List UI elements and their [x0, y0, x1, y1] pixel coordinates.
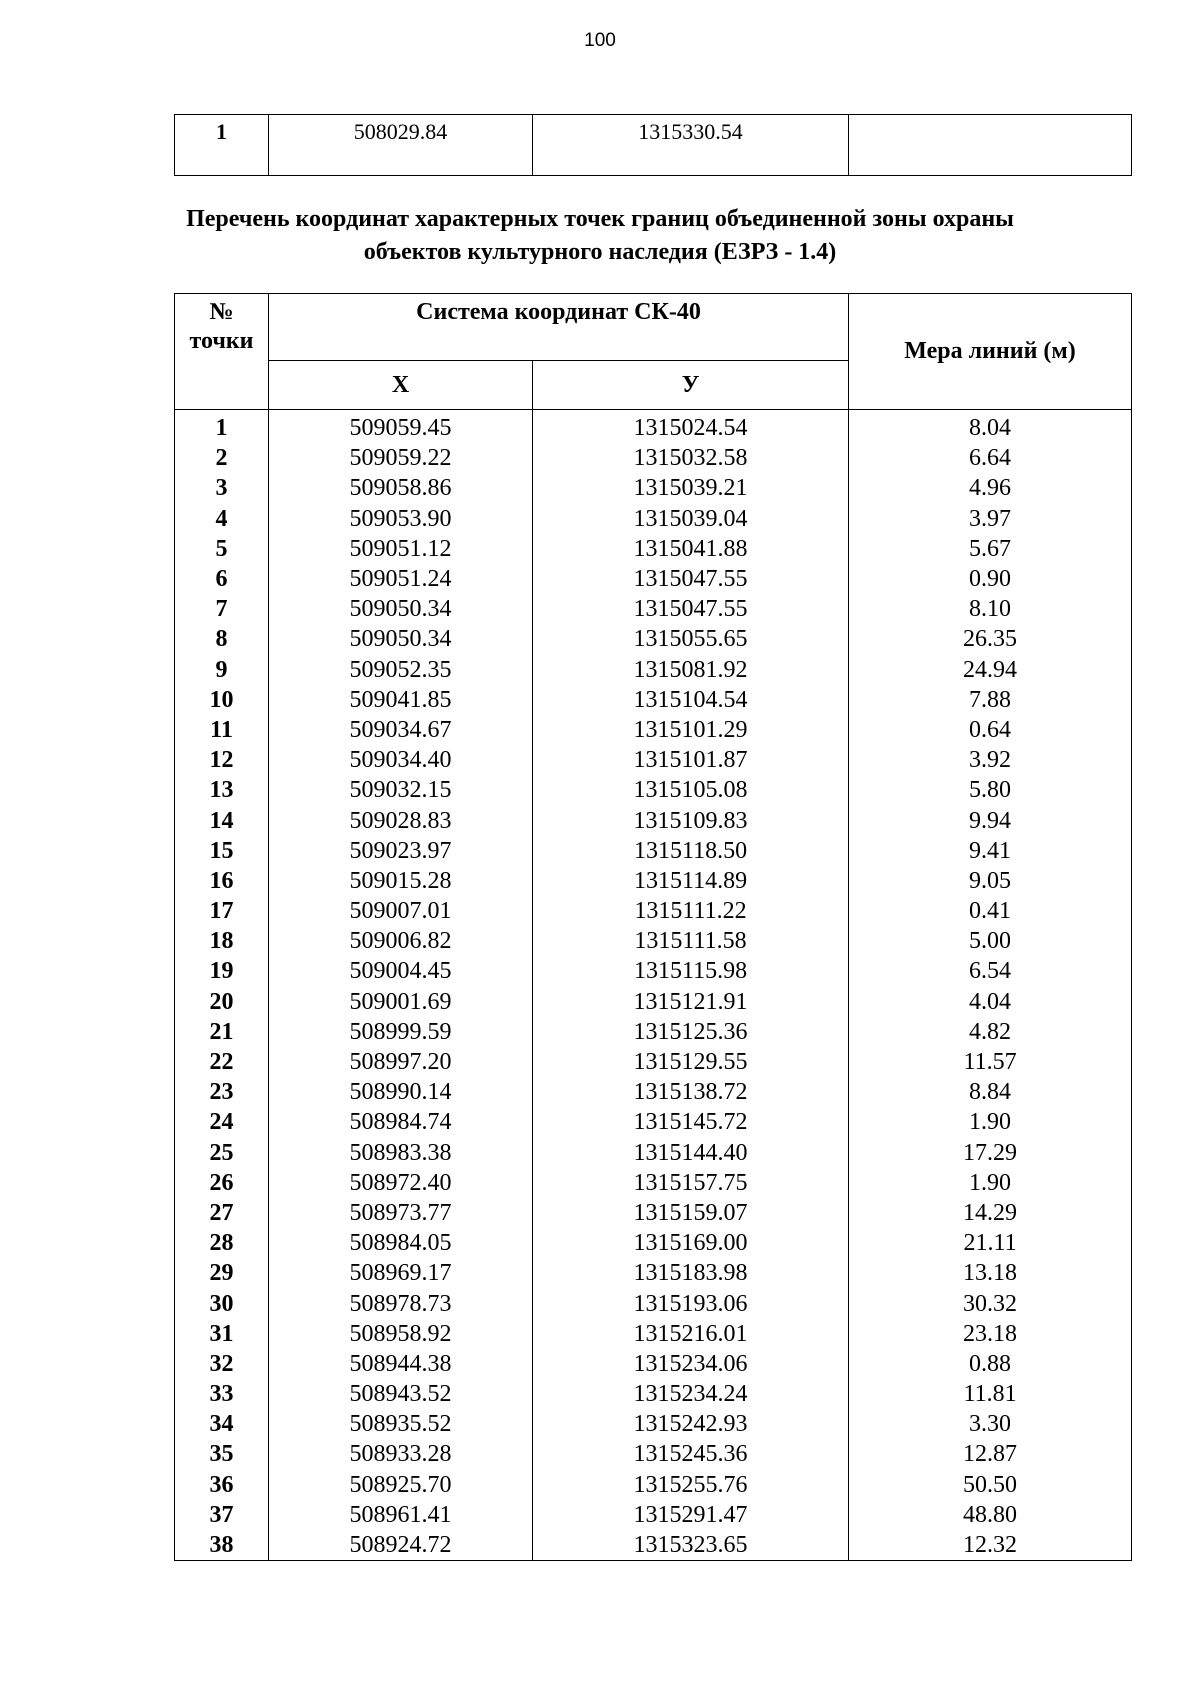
x-coordinate-cell: 508983.38: [269, 1138, 533, 1168]
line-measure-cell: [849, 115, 1132, 176]
y-coordinate-cell: 1315024.54: [533, 410, 849, 444]
table-row: [175, 896, 1132, 926]
line-measure-cell: 4.04: [849, 987, 1132, 1017]
x-coordinate-cell: 508984.05: [269, 1228, 533, 1258]
point-number-cell: 33: [175, 1379, 269, 1409]
line-measure-cell: 0.90: [849, 564, 1132, 594]
continuation-table: [174, 114, 1132, 176]
y-coordinate-cell: 1315101.29: [533, 715, 849, 745]
point-number-cell: 27: [175, 1198, 269, 1228]
point-number-cell: 38: [175, 1530, 269, 1561]
table-row: [175, 1439, 1132, 1469]
point-number-header-line-1: №: [209, 299, 234, 325]
header-row: [175, 294, 1132, 361]
y-coordinate-cell: 1315323.65: [533, 1530, 849, 1561]
line-measure-cell: 26.35: [849, 624, 1132, 654]
x-coordinate-cell: 509034.67: [269, 715, 533, 745]
point-number-cell: 6: [175, 564, 269, 594]
table-row: [175, 715, 1132, 745]
x-coordinate-cell: 508935.52: [269, 1409, 533, 1439]
point-number-header-line-2: точки: [189, 328, 254, 354]
point-number-cell: 1: [175, 410, 269, 444]
line-measure-cell: 6.54: [849, 956, 1132, 986]
x-coordinate-cell: 509023.97: [269, 836, 533, 866]
x-coordinate-cell: 509050.34: [269, 594, 533, 624]
table-row: [175, 564, 1132, 594]
table-row: [175, 805, 1132, 835]
x-coordinate-cell: 508973.77: [269, 1198, 533, 1228]
y-coordinate-cell: 1315234.24: [533, 1379, 849, 1409]
x-coordinate-cell: 508997.20: [269, 1047, 533, 1077]
x-coordinate-cell: 509004.45: [269, 956, 533, 986]
x-coordinate-cell: 509032.15: [269, 775, 533, 805]
y-coordinate-cell: 1315183.98: [533, 1258, 849, 1288]
line-measure-cell: 13.18: [849, 1258, 1132, 1288]
y-coordinate-cell: 1315055.65: [533, 624, 849, 654]
point-number-cell: 32: [175, 1349, 269, 1379]
line-measure-cell: 12.32: [849, 1530, 1132, 1561]
x-coordinate-cell: 508961.41: [269, 1500, 533, 1530]
point-number-cell: 17: [175, 896, 269, 926]
point-number-header: [175, 294, 269, 410]
line-measure-cell: 0.88: [849, 1349, 1132, 1379]
y-coordinate-cell: 1315039.21: [533, 473, 849, 503]
line-measure-cell: 3.92: [849, 745, 1132, 775]
line-measure-cell: 24.94: [849, 655, 1132, 685]
line-measure-cell: 0.64: [849, 715, 1132, 745]
line-measure-cell: 21.11: [849, 1228, 1132, 1258]
point-number-cell: 1: [175, 115, 269, 176]
table-row: [175, 1470, 1132, 1500]
x-coordinate-cell: 508924.72: [269, 1530, 533, 1561]
y-coordinate-cell: 1315101.87: [533, 745, 849, 775]
point-number-cell: 23: [175, 1077, 269, 1107]
table-row: [175, 1288, 1132, 1318]
point-number-cell: 13: [175, 775, 269, 805]
table-row: [175, 504, 1132, 534]
y-coordinate-cell: 1315144.40: [533, 1138, 849, 1168]
x-coordinate-cell: 509053.90: [269, 504, 533, 534]
table-row: [175, 473, 1132, 503]
line-measure-cell: 9.41: [849, 836, 1132, 866]
point-number-cell: 11: [175, 715, 269, 745]
table-row: [175, 1017, 1132, 1047]
point-number-cell: 14: [175, 805, 269, 835]
y-coordinate-cell: 1315242.93: [533, 1409, 849, 1439]
line-measure-cell: 6.64: [849, 443, 1132, 473]
x-coordinate-cell: 508972.40: [269, 1168, 533, 1198]
table-row: [175, 1138, 1132, 1168]
y-coordinate-cell: 1315105.08: [533, 775, 849, 805]
x-coordinate-cell: 509007.01: [269, 896, 533, 926]
point-number-cell: 24: [175, 1107, 269, 1137]
x-coordinate-cell: 509052.35: [269, 655, 533, 685]
point-number-cell: 3: [175, 473, 269, 503]
table-row: [175, 836, 1132, 866]
table-row: [175, 115, 1132, 176]
y-coordinate-cell: 1315114.89: [533, 866, 849, 896]
line-measure-cell: 9.05: [849, 866, 1132, 896]
y-coordinate-cell: 1315104.54: [533, 685, 849, 715]
table-row: [175, 956, 1132, 986]
line-measure-cell: 8.10: [849, 594, 1132, 624]
y-coordinate-cell: 1315109.83: [533, 805, 849, 835]
section-title-line-1: Перечень координат характерных точек границ объединенной зоны охраны: [186, 206, 1014, 232]
table-row: [175, 685, 1132, 715]
line-measure-cell: 3.97: [849, 504, 1132, 534]
y-coordinate-cell: 1315111.58: [533, 926, 849, 956]
table-row: [175, 1409, 1132, 1439]
x-coordinate-cell: 508944.38: [269, 1349, 533, 1379]
x-coordinate-cell: 508984.74: [269, 1107, 533, 1137]
line-measure-cell: 14.29: [849, 1198, 1132, 1228]
point-number-cell: 21: [175, 1017, 269, 1047]
line-measure-cell: 12.87: [849, 1439, 1132, 1469]
y-coordinate-cell: 1315245.36: [533, 1439, 849, 1469]
table-row: [175, 1107, 1132, 1137]
line-measure-cell: 5.67: [849, 534, 1132, 564]
y-coordinate-cell: 1315145.72: [533, 1107, 849, 1137]
table-row: [175, 1168, 1132, 1198]
point-number-cell: 2: [175, 443, 269, 473]
table-row: [175, 1500, 1132, 1530]
x-coordinate-cell: 509058.86: [269, 473, 533, 503]
y-coordinate-cell: 1315047.55: [533, 594, 849, 624]
x-coordinate-cell: 509050.34: [269, 624, 533, 654]
line-measure-cell: 11.81: [849, 1379, 1132, 1409]
table-row: [175, 1379, 1132, 1409]
line-measure-cell: 1.90: [849, 1168, 1132, 1198]
table-row: [175, 866, 1132, 896]
coordinates-table: [174, 293, 1132, 1561]
table-body: [175, 410, 1132, 1561]
x-coordinate-cell: 508969.17: [269, 1258, 533, 1288]
x-coordinate-cell: 509051.12: [269, 534, 533, 564]
line-measure-cell: 0.41: [849, 896, 1132, 926]
point-number-cell: 29: [175, 1258, 269, 1288]
line-measure-cell: 9.94: [849, 805, 1132, 835]
table-row: [175, 1258, 1132, 1288]
x-coordinate-cell: 508029.84: [269, 115, 533, 176]
y-coordinate-cell: 1315330.54: [533, 115, 849, 176]
y-header: У: [533, 361, 849, 410]
point-number-cell: 5: [175, 534, 269, 564]
y-coordinate-cell: 1315129.55: [533, 1047, 849, 1077]
y-coordinate-cell: 1315121.91: [533, 987, 849, 1017]
table-row: [175, 624, 1132, 654]
table-row: [175, 1530, 1132, 1561]
point-number-cell: 15: [175, 836, 269, 866]
table-row: [175, 1349, 1132, 1379]
point-number-cell: 18: [175, 926, 269, 956]
x-coordinate-cell: 508925.70: [269, 1470, 533, 1500]
y-coordinate-cell: 1315193.06: [533, 1288, 849, 1318]
point-number-cell: 12: [175, 745, 269, 775]
x-coordinate-cell: 508978.73: [269, 1288, 533, 1318]
x-coordinate-cell: 509001.69: [269, 987, 533, 1017]
x-coordinate-cell: 508958.92: [269, 1319, 533, 1349]
x-coordinate-cell: 508999.59: [269, 1017, 533, 1047]
y-coordinate-cell: 1315157.75: [533, 1168, 849, 1198]
x-coordinate-cell: 509059.22: [269, 443, 533, 473]
table-row: [175, 1198, 1132, 1228]
y-coordinate-cell: 1315291.47: [533, 1500, 849, 1530]
x-coordinate-cell: 509006.82: [269, 926, 533, 956]
line-measure-cell: 5.00: [849, 926, 1132, 956]
point-number-cell: 31: [175, 1319, 269, 1349]
y-coordinate-cell: 1315047.55: [533, 564, 849, 594]
table-row: [175, 1228, 1132, 1258]
point-number-cell: 34: [175, 1409, 269, 1439]
y-coordinate-cell: 1315041.88: [533, 534, 849, 564]
x-header: X: [269, 361, 533, 410]
x-coordinate-cell: 509059.45: [269, 410, 533, 444]
line-measure-cell: 1.90: [849, 1107, 1132, 1137]
line-measure-cell: 11.57: [849, 1047, 1132, 1077]
point-number-cell: 16: [175, 866, 269, 896]
y-coordinate-cell: 1315032.58: [533, 443, 849, 473]
y-coordinate-cell: 1315081.92: [533, 655, 849, 685]
y-coordinate-cell: 1315255.76: [533, 1470, 849, 1500]
line-measure-cell: 7.88: [849, 685, 1132, 715]
table-row: [175, 1319, 1132, 1349]
point-number-cell: 36: [175, 1470, 269, 1500]
line-measure-cell: 3.30: [849, 1409, 1132, 1439]
y-coordinate-cell: 1315125.36: [533, 1017, 849, 1047]
x-coordinate-cell: 508943.52: [269, 1379, 533, 1409]
coordinate-system-header: Система координат СК-40: [269, 294, 849, 361]
y-coordinate-cell: 1315234.06: [533, 1349, 849, 1379]
y-coordinate-cell: 1315216.01: [533, 1319, 849, 1349]
y-coordinate-cell: 1315169.00: [533, 1228, 849, 1258]
y-coordinate-cell: 1315138.72: [533, 1077, 849, 1107]
y-coordinate-cell: 1315118.50: [533, 836, 849, 866]
line-measure-header: Мера линий (м): [849, 294, 1132, 410]
table-row: [175, 534, 1132, 564]
table-row: [175, 1077, 1132, 1107]
line-measure-cell: 4.96: [849, 473, 1132, 503]
table-row: [175, 926, 1132, 956]
section-title: [150, 203, 1050, 269]
table-row: [175, 745, 1132, 775]
page-number: 100: [584, 30, 616, 51]
table-row: [175, 655, 1132, 685]
x-coordinate-cell: 509015.28: [269, 866, 533, 896]
x-coordinate-cell: 509051.24: [269, 564, 533, 594]
point-number-cell: 19: [175, 956, 269, 986]
line-measure-cell: 5.80: [849, 775, 1132, 805]
line-measure-cell: 50.50: [849, 1470, 1132, 1500]
x-coordinate-cell: 509041.85: [269, 685, 533, 715]
y-coordinate-cell: 1315039.04: [533, 504, 849, 534]
y-coordinate-cell: 1315115.98: [533, 956, 849, 986]
line-measure-cell: 17.29: [849, 1138, 1132, 1168]
line-measure-cell: 30.32: [849, 1288, 1132, 1318]
y-coordinate-cell: 1315159.07: [533, 1198, 849, 1228]
line-measure-cell: 4.82: [849, 1017, 1132, 1047]
point-number-cell: 37: [175, 1500, 269, 1530]
point-number-cell: 30: [175, 1288, 269, 1318]
point-number-cell: 25: [175, 1138, 269, 1168]
point-number-cell: 26: [175, 1168, 269, 1198]
table-row: [175, 987, 1132, 1017]
x-coordinate-cell: 508990.14: [269, 1077, 533, 1107]
table-row: [175, 443, 1132, 473]
table-row: [175, 410, 1132, 444]
point-number-cell: 4: [175, 504, 269, 534]
point-number-cell: 9: [175, 655, 269, 685]
x-coordinate-cell: 509034.40: [269, 745, 533, 775]
point-number-cell: 35: [175, 1439, 269, 1469]
point-number-cell: 7: [175, 594, 269, 624]
table-row: [175, 1047, 1132, 1077]
point-number-cell: 22: [175, 1047, 269, 1077]
line-measure-cell: 8.04: [849, 410, 1132, 444]
x-coordinate-cell: 509028.83: [269, 805, 533, 835]
line-measure-cell: 23.18: [849, 1319, 1132, 1349]
x-coordinate-cell: 508933.28: [269, 1439, 533, 1469]
point-number-cell: 8: [175, 624, 269, 654]
section-title-line-2: объектов культурного наследия (ЕЗРЗ - 1.4): [363, 239, 837, 265]
line-measure-cell: 48.80: [849, 1500, 1132, 1530]
point-number-cell: 20: [175, 987, 269, 1017]
table-row: [175, 594, 1132, 624]
table-row: [175, 775, 1132, 805]
point-number-cell: 10: [175, 685, 269, 715]
line-measure-cell: 8.84: [849, 1077, 1132, 1107]
point-number-cell: 28: [175, 1228, 269, 1258]
y-coordinate-cell: 1315111.22: [533, 896, 849, 926]
